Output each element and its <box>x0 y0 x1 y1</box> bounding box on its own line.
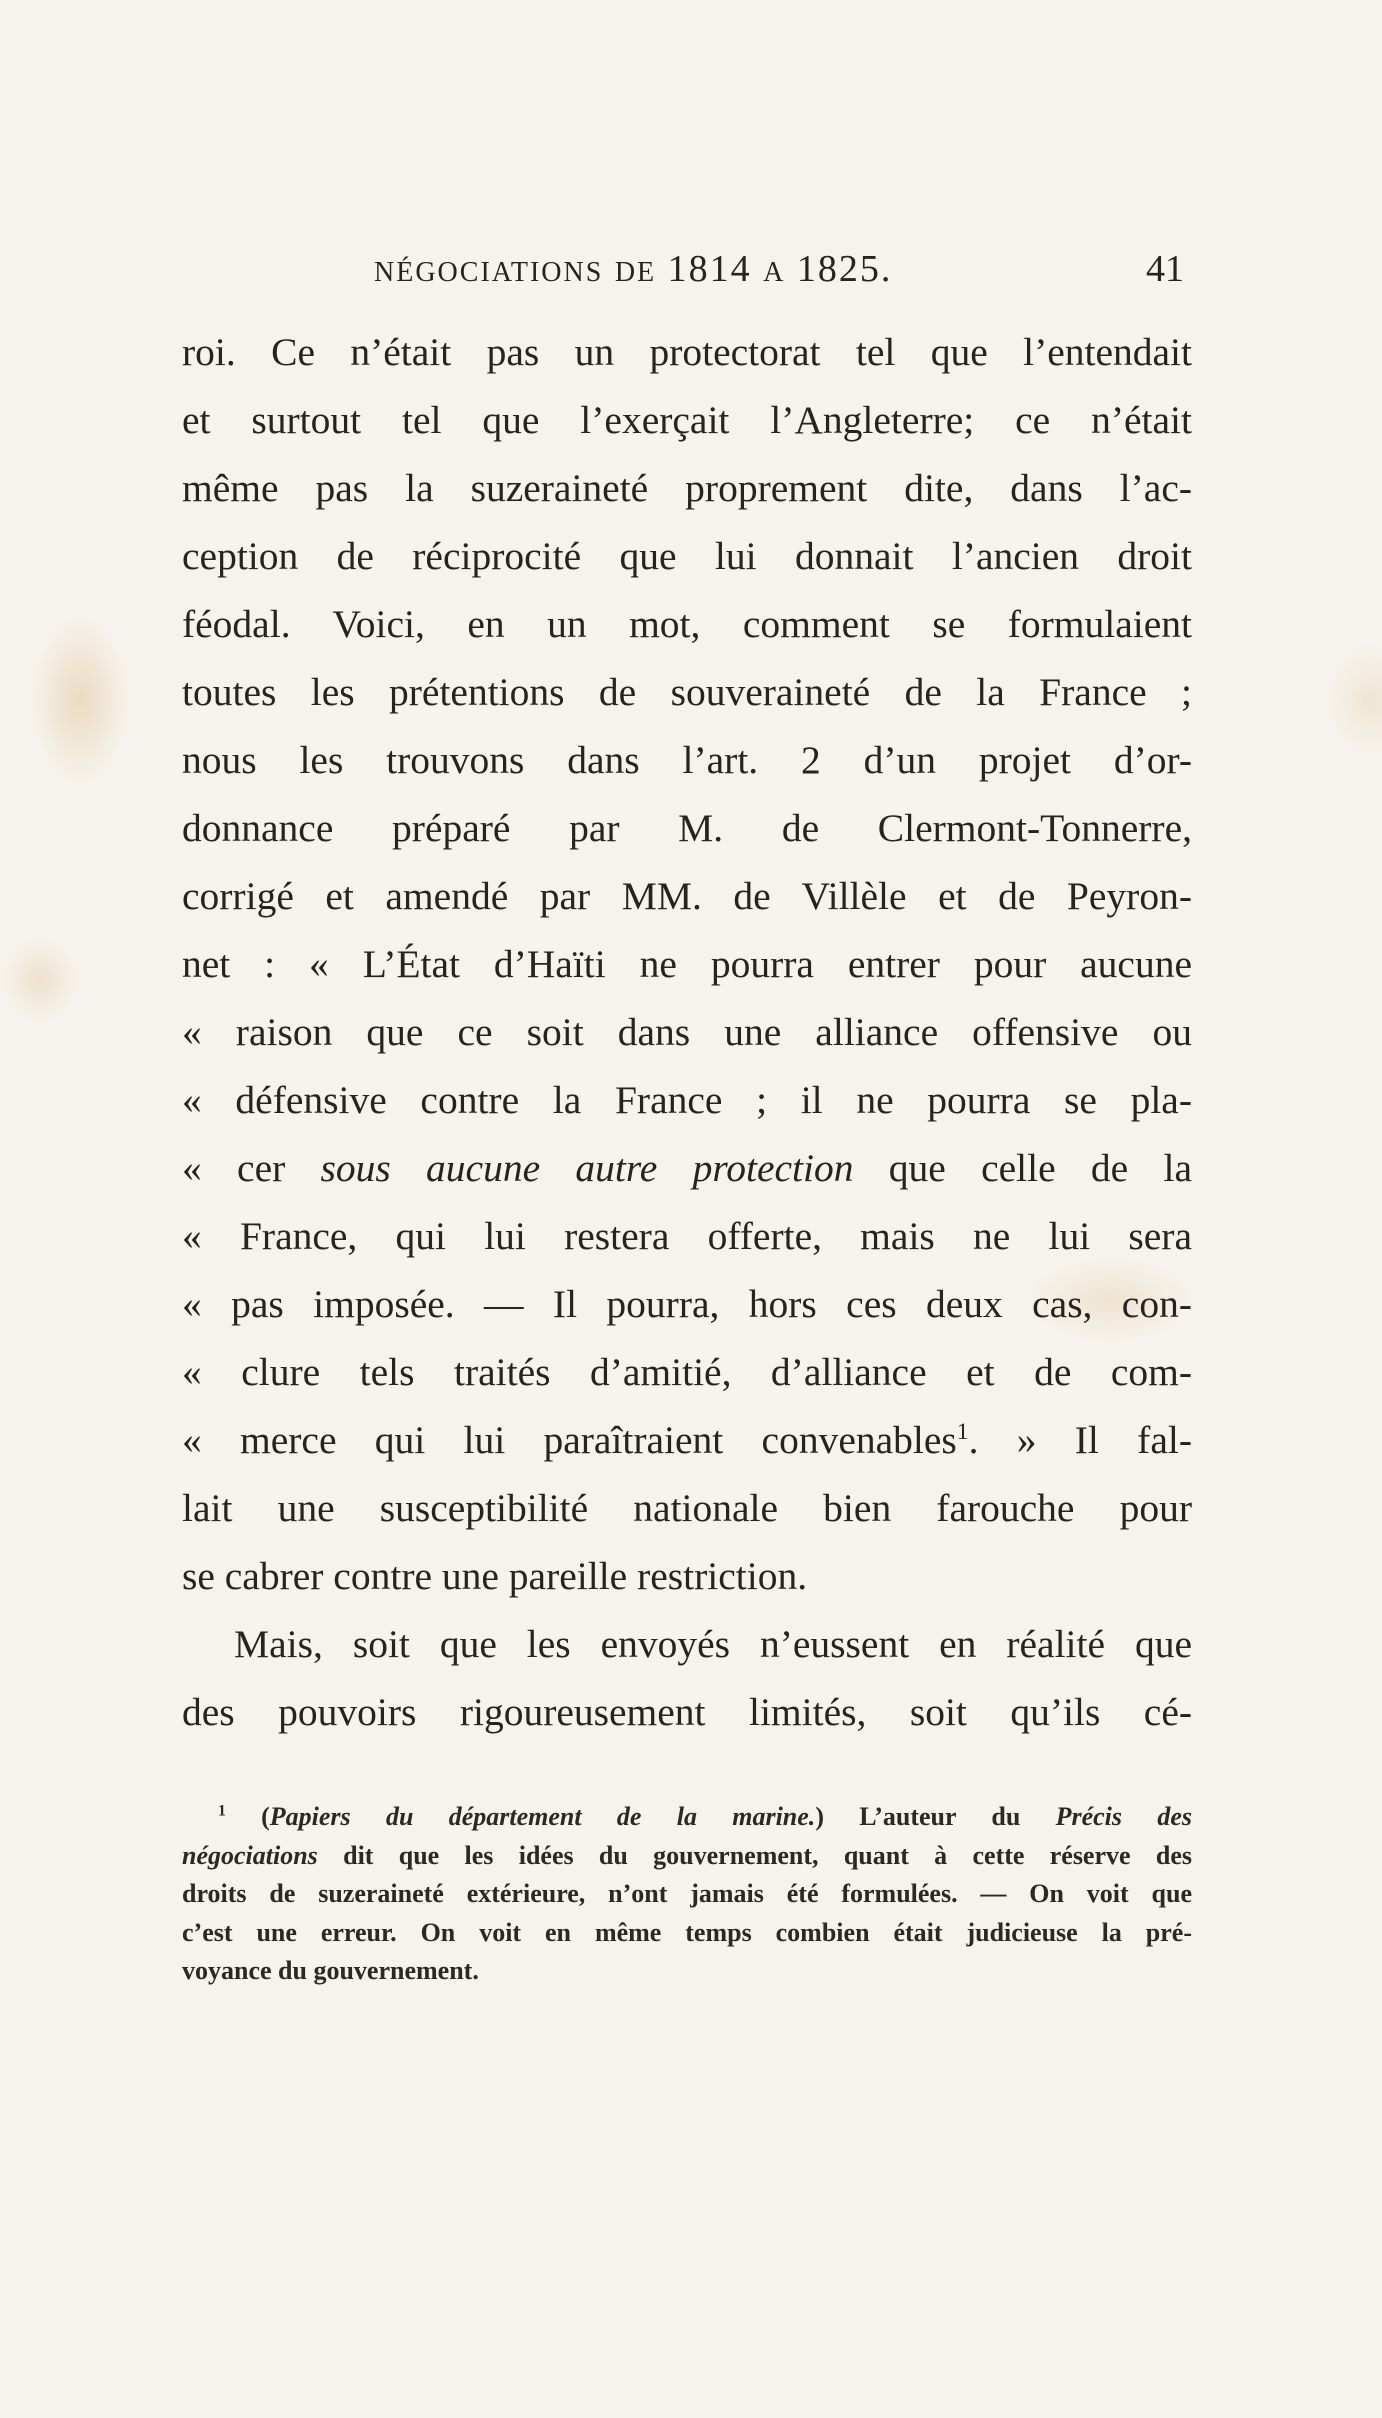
text-line: des pouvoirs rigoureusement limités, soit qu’ils cé- <box>182 1690 1192 1734</box>
footnote-line: c’est une erreur. On voit en même temps combien était judicieuse la pré- <box>182 1917 1192 1947</box>
text-line: toutes les prétentions de souveraineté de la France ; <box>182 670 1192 714</box>
italic-phrase: sous aucune autre protection <box>320 1146 854 1190</box>
footnote-italic: négociations <box>182 1840 318 1870</box>
running-head-de: DE <box>614 257 657 288</box>
footnote-line <box>182 1837 1192 1876</box>
text-line: « raison que ce soit dans une alliance offensive ou <box>182 1010 1192 1054</box>
text-line-paragraph-start: Mais, soit que les envoyés n’eussent en réalité que <box>234 1622 1192 1666</box>
running-head-negociations: NÉGOCIATIONS <box>374 257 604 288</box>
running-head-year-start: 1814 <box>667 248 752 290</box>
text-line: lait une susceptibilité nationale bien farouche pour <box>182 1486 1192 1530</box>
text-line: « France, qui lui restera offerte, mais ne lui sera <box>182 1214 1192 1258</box>
running-head-a: A <box>763 257 786 288</box>
text-line: « défensive contre la France ; il ne pourra se pla- <box>182 1078 1192 1122</box>
footnote-text: dit que les idées du gouvernement, quant à cette réserve des <box>317 1840 1192 1870</box>
footnote-italic: Précis des <box>1055 1802 1192 1831</box>
text-line: et surtout tel que l’exerçait l’Angleterre; ce n’était <box>182 398 1192 442</box>
footnote-reference: 1 <box>956 1418 969 1445</box>
text-line: donnance préparé par M. de Clermont-Tonnerre, <box>182 806 1192 850</box>
footnote-line: droits de suzeraineté extérieure, n’ont jamais été formulées. — On voit que <box>182 1879 1192 1908</box>
main-text <box>182 318 1192 1746</box>
text-line-post: . » Il fal- <box>968 1418 1192 1462</box>
text-line: net : « L’État d’Haïti ne pourra entrer pour aucune <box>182 942 1192 986</box>
text-line: roi. Ce n’était pas un protectorat tel que l’entendait <box>182 330 1192 374</box>
text-line: « clure tels traités d’amitié, d’alliance et de com- <box>182 1350 1192 1394</box>
text-line <box>182 1406 1192 1474</box>
footnote-text: ( <box>225 1802 270 1831</box>
footnote <box>182 1798 1192 1991</box>
footnote-marker: 1 <box>218 1802 226 1820</box>
text-line-pre: « cer <box>182 1146 321 1190</box>
footnote-line <box>182 1798 1192 1837</box>
footnote-italic: Papiers du département de la marine. <box>269 1802 816 1831</box>
text-line-post: que celle de la <box>853 1146 1192 1190</box>
text-line: corrigé et amendé par MM. de Villèle et de Peyron- <box>182 874 1192 918</box>
running-head-year-end: 1825. <box>796 248 893 290</box>
text-line: nous les trouvons dans l’art. 2 d’un projet d’or- <box>182 738 1192 782</box>
footnote-line: voyance du gouvernement. <box>182 1956 479 1985</box>
running-head-title <box>374 244 892 298</box>
text-line: « pas imposée. — Il pourra, hors ces deux cas, con- <box>182 1282 1192 1326</box>
page-number: 41 <box>1146 248 1184 290</box>
text-line: ception de réciprocité que lui donnait l’ancien droit <box>182 534 1192 578</box>
text-line: même pas la suzeraineté proprement dite, dans l’ac- <box>182 466 1192 510</box>
text-line-pre: « merce qui lui paraîtraient convenables <box>182 1418 957 1462</box>
text-line <box>182 1134 1192 1202</box>
text-line: féodal. Voici, en un mot, comment se formulaient <box>182 602 1192 646</box>
footnote-text: ) L’auteur du <box>815 1802 1056 1831</box>
running-head <box>184 244 1184 294</box>
text-line: se cabrer contre une pareille restriction. <box>182 1554 808 1598</box>
